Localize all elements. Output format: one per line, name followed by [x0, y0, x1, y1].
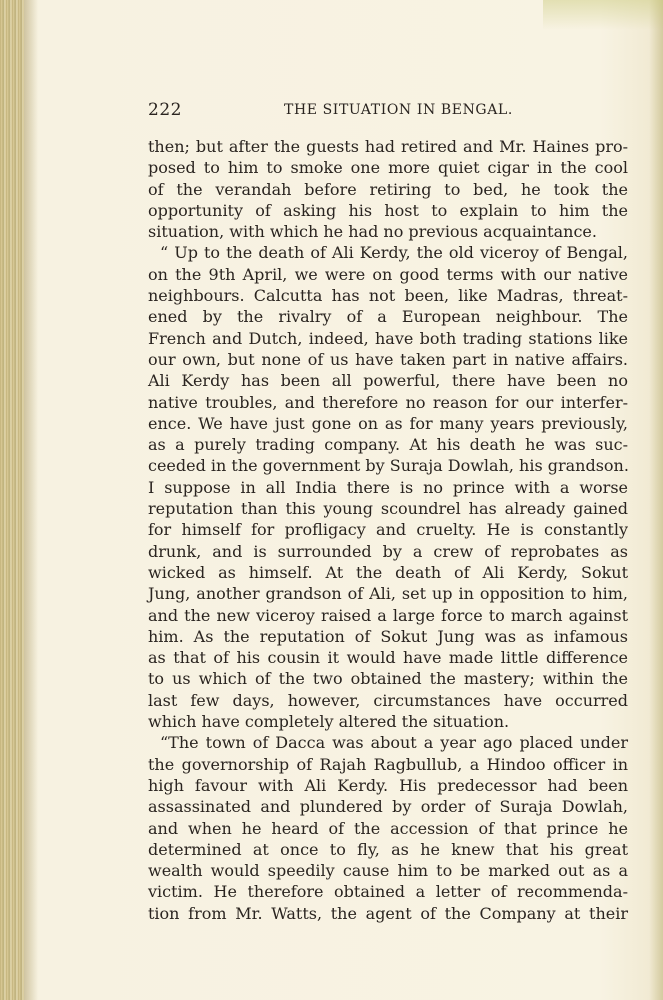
- text-line: victim. He therefore obtained a letter of recommenda-: [148, 882, 628, 902]
- text-line: then; but after the guests had retired and Mr. Haines pro-: [148, 137, 628, 156]
- text-line: ceeded in the government by Suraja Dowlah, his grandson.: [148, 456, 629, 476]
- binding-shadow: [24, 0, 38, 1000]
- page-edge: [649, 0, 663, 1000]
- text-line: reputation than this young scoundrel has already gained: [148, 499, 628, 519]
- text-line: as that of his cousin it would have made little difference: [148, 648, 628, 668]
- text-line: the governorship of Rajah Ragbullub, a Hindoo officer in: [148, 754, 628, 774]
- text-line: drunk, and is surrounded by a crew of reprobates as: [148, 541, 628, 561]
- text-line: wealth would speedily cause him to be marked out as a: [148, 861, 628, 881]
- text-line: “ Up to the death of Ali Kerdy, the old viceroy of Bengal,: [160, 243, 628, 263]
- text-line: Jung, another grandson of Ali, set up in opposition to him,: [148, 584, 628, 604]
- page-number: 222: [148, 100, 182, 120]
- text-line: “The town of Dacca was about a year ago placed under: [160, 733, 628, 753]
- text-line: and when he heard of the accession of that prince he: [148, 818, 628, 838]
- body-text: [148, 136, 628, 924]
- text-line: native troubles, and therefore no reason for our interfer-: [148, 392, 628, 412]
- text-line: ened by the rivalry of a European neighbour. The: [148, 307, 628, 327]
- text-line: as a purely trading company. At his death he was suc-: [148, 435, 628, 455]
- text-line: I suppose in all India there is no prince with a worse: [148, 477, 628, 497]
- text-line: of the verandah before retiring to bed, he took the: [148, 179, 628, 199]
- text-line: for himself for profligacy and cruelty. He is constantly: [148, 520, 628, 540]
- text-line: posed to him to smoke one more quiet cigar in the cool: [148, 158, 628, 178]
- text-line: Ali Kerdy has been all powerful, there have been no: [148, 371, 628, 391]
- text-line: tion from Mr. Watts, the agent of the Company at their: [148, 903, 628, 923]
- text-line: last few days, however, circumstances have occurred: [148, 690, 628, 710]
- page-discoloration: [543, 0, 663, 30]
- text-line: French and Dutch, indeed, have both trading stations like: [148, 328, 628, 348]
- text-line: determined at once to fly, as he knew that his great: [148, 839, 628, 859]
- text-line: him. As the reputation of Sokut Jung was as infamous: [148, 626, 628, 646]
- text-line: which have completely altered the situation.: [148, 712, 510, 732]
- text-line: on the 9th April, we were on good terms with our native: [148, 264, 628, 284]
- text-line: high favour with Ali Kerdy. His predecessor had been: [148, 775, 628, 795]
- text-line: our own, but none of us have taken part in native affairs.: [148, 349, 628, 369]
- text-line: situation, with which he had no previous acquaintance.: [148, 222, 597, 242]
- text-line: assassinated and plundered by order of Suraja Dowlah,: [148, 797, 628, 817]
- text-line: wicked as himself. At the death of Ali Kerdy, Sokut: [148, 562, 628, 582]
- text-line: neighbours. Calcutta has not been, like Madras, threat-: [148, 286, 628, 306]
- text-line: ence. We have just gone on as for many years previously,: [148, 413, 628, 433]
- text-line: opportunity of asking his host to explain to him the: [148, 200, 628, 220]
- text-line: to us which of the two obtained the mastery; within the: [148, 669, 628, 689]
- page-header: [148, 100, 628, 124]
- text-line: and the new viceroy raised a large force to march against: [148, 605, 628, 625]
- running-head: THE SITUATION IN BENGAL.: [284, 102, 513, 118]
- binding-edge: [0, 0, 24, 1000]
